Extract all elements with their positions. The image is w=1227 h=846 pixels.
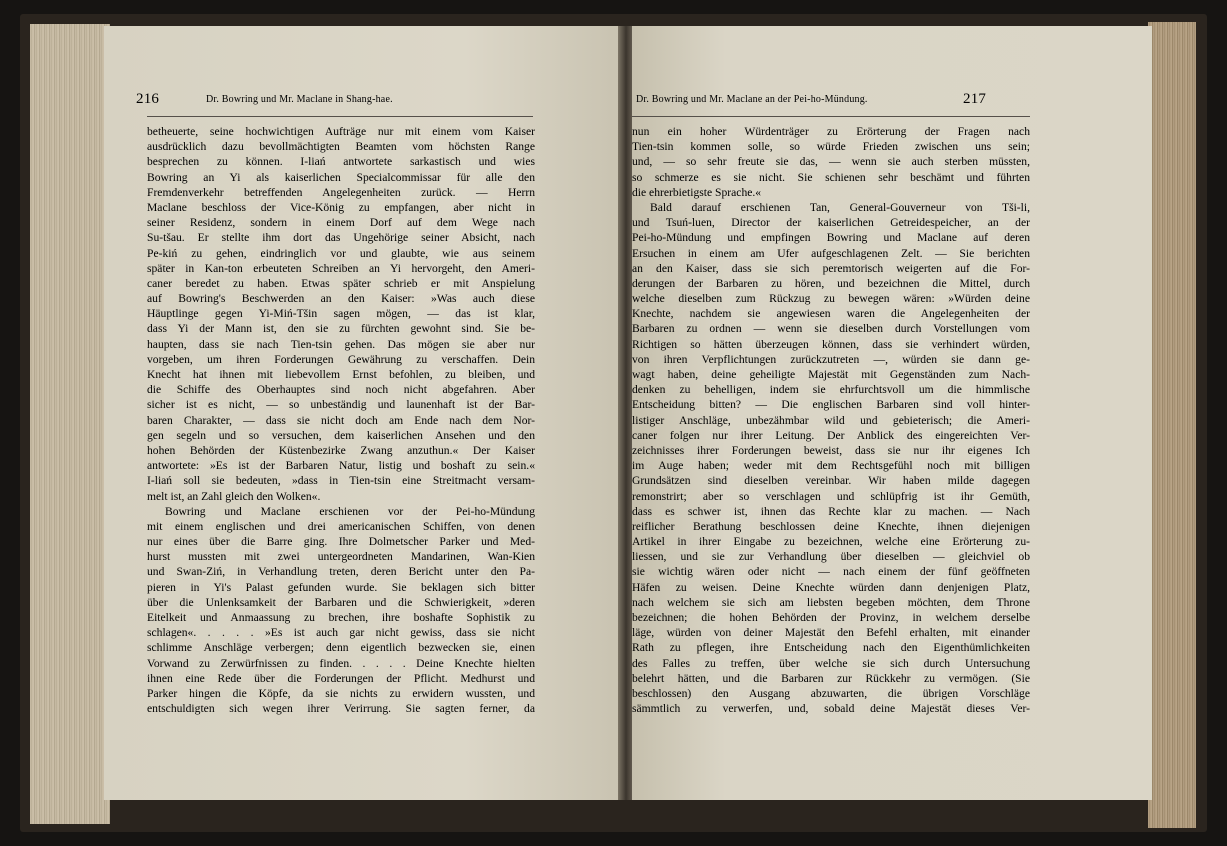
right-text-line: Ersuchen in einem am Ufer aufgeschlagenen Zelt. — Sie berichten [632,246,1030,260]
left-text-line: dass Yi der Mann ist, den sie zu fürchten gewohnt sind. Sie be- [147,322,535,336]
left-text-line: baren Charakter, — dass sie nicht doch am Ende nach dem Nor- [147,413,535,427]
left-text-line: betheuerte, seine hochwichtigen Aufträge nur mit einem vom Kaiser [147,125,535,138]
right-text-line: Tien-tsin kommen solle, so würde Frieden zwischen uns sein; [632,140,1030,154]
left-text-line: Eitelkeit und Anmaassung zu brechen, ihre boshafte Sophistik zu [147,611,535,624]
right-page-number: 217 [963,91,987,107]
right-text-line: wagt haben, deine geheiligte Majestät mit Gegenständen zum Nach- [632,368,1030,381]
right-text-line: beschlossen) den Ausgang abzuwarten, die übrigen Vorschläge [632,686,1030,700]
right-text-line: sämmtlich zu verwerfen, und, sobald deine Majestät dieses Ver- [632,702,1030,716]
left-text-line: vorgeben, um ihren Forderungen Gewährung zu verschaffen. Dein [147,352,535,366]
right-text-line: und, — so sehr freute sie das, — wenn sie auch sterben müssten, [632,155,1030,169]
left-text-line: Bowring an Yi als kaiserlichen Specialcommissar für alle den [147,170,535,184]
left-text-line: nur eines über die Barre ging. Ihre Dolmetscher Parker und Med- [147,535,535,549]
left-text-line: Su-tšau. Er stellte ihm dort das Ungehörige seiner Absicht, nach [147,231,535,245]
left-text-line: antwortete: »Es ist der Barbaren Natur, listig und boshaft zu sein.« [147,459,535,473]
page-edges-left [30,24,110,824]
left-text-line: haupten, dass sie nach Tien-tsin gehen. Das mögen sie aber nur [147,337,535,351]
left-text-line: hohen Behörden der Küstenbezirke Zwang anzuthun.« Der Kaiser [147,443,535,457]
right-body-text [632,124,1030,716]
right-text-line: im Auge haben; weder mit dem Rechtsgefühl noch mit billigen [632,459,1030,473]
right-text-line: nun ein hoher Würdenträger zu Erörterung der Fragen nach [632,125,1030,138]
right-text-line: Barbaren zu ordnen — wenn sie dieselben durch Vorstellungen vom [632,322,1030,336]
left-text-line: Vorwand zu Zerwürfnissen zu finden. . . . . Deine Knechte hielten [147,656,535,670]
right-header-rule [632,116,1030,117]
left-text-line: pieren in Yi's Palast gefunden wurde. Sie beklagen sich bitter [147,580,535,594]
right-text-line: Knechte, nachdem sie angewiesen waren die Angelegenheiten der [632,307,1030,321]
left-text-line: die Schiffe des Oberhauptes sind noch nicht abgefahren. Aber [147,383,535,397]
right-text-line: liessen, und sie zur Verhandlung über dieselben — gleichviel ob [632,550,1030,564]
left-page-number: 216 [136,91,160,107]
left-text-line: mit einem englischen und drei americanischen Schiffen, von denen [147,519,535,533]
right-text-line: Bald darauf erschienen Tan, General-Gouverneur von Tši-li, [650,200,1030,214]
left-text-line: auf Bowring's Beschwerden an den Kaiser: »Was auch diese [147,292,535,306]
right-text-line: Grundsätzen sind dieselben vereinbar. Wir haben milde dagegen [632,474,1030,488]
left-text-line: Maclane beschloss der Vice-König zu empfangen, aber nicht in [147,200,535,214]
left-text-line: sicher ist es nicht, — so unbeständig und launenhaft ist der Bar- [147,398,535,412]
left-text-line: Knecht hat ihnen mit liebevollem Ernst befohlen, zu bleiben, und [147,368,535,381]
right-text-line: listiger Anschläge, unbezähmbar wild und gebieterisch; die Ameri- [632,413,1030,427]
left-text-line: hurst mussten mit zwei untergeordneten Mandarinen, Wan-Kien [147,550,535,564]
left-text-line: und Swan-Ziń, in Verhandlung treten, deren Bericht unter den Pa- [147,565,535,579]
right-text-line: dass es schwer ist, ihnen das Rechte klar zu machen. — Nach [632,504,1030,518]
left-text-line: I-liań soll sie bedeuten, »dass in Tien-tsin eine Streitmacht versam- [147,474,535,488]
right-text-line: reiflicher Berathung beschlossen deine Knechte, ihnen diejenigen [632,519,1030,533]
right-text-line: und Tsuń-luen, Director der kaiserlichen Getreidespeicher, an der [632,216,1030,230]
right-text-line: belehrt hätten, und die Barbaren zur Rückkehr zu vermögen. (Sie [632,671,1030,685]
right-text-line: an den Kaiser, dass sie sich peremtorisch weigerten auf die For- [632,261,1030,275]
right-text-line: von ihren Verpflichtungen zurückzutreten —, würden sie dann ge- [632,352,1030,366]
right-text-line: Rath zu pflegen, ihre Entscheidung nach den Eigenthümlichkeiten [632,641,1030,655]
left-text-line: besprechen zu können. I-liań antwortete sarkastisch und wies [147,155,535,169]
right-text-line: zeichnisses ihrer Forderungen beweist, dass sie nur ihr eigenes Ich [632,443,1030,457]
right-text-line: so schmerze es sie nicht. Sie schienen sehr beschämt und führten [632,170,1030,184]
left-text-line: melt ist, an Zahl gleich den Wolken«. [147,489,321,503]
left-text-line: später in Kan-ton erbeuteten Schreiben an Yi hervorgeht, den Ameri- [147,261,535,275]
left-text-line: Bowring und Maclane erschienen vor der Pei-ho-Mündung [165,504,535,518]
right-text-line: läge, würden von deiner Majestät den Befehl erhalten, mit einander [632,626,1030,640]
right-text-line: sie wichtig wären oder nicht — nach einem der fünf geöffneten [632,565,1030,579]
left-text-line: ihnen eine Rede über die Forderungen der Pflicht. Medhurst und [147,671,535,685]
right-running-title: Dr. Bowring und Mr. Maclane an der Pei-ho-Mündung. [636,94,868,105]
right-text-line: bezeichnen; die hohen Behörden der Provinz, in welchem derselbe [632,611,1030,624]
left-text-line: ausdrücklich dazu bevollmächtigten Beamten vom höchsten Range [147,140,535,154]
left-text-line: Pe-kiń zu gehen, eindringlich vor und glaubte, wie aus seinem [147,246,535,260]
left-text-line: caner beredet zu haben. Etwas später schrieb er mit Anspielung [147,276,535,290]
left-header-rule [147,116,533,117]
left-text-line: seiner Residenz, sondern in einem Dorf auf dem Wege nach [147,216,535,230]
left-text-line: schlagen«. . . . . »Es ist auch gar nicht gewiss, dass sie nicht [147,626,535,640]
right-text-line: derungen der Barbaren zu hören, und bezeichnen die Mittel, durch [632,276,1030,290]
page-edges-right [1148,22,1196,828]
right-text-line: Richtigen so hätten überzeugen können, dass sie verhindert würden, [632,337,1030,351]
left-text-line: Häuptlinge gegen Yi-Miń-Tšin sagen mögen, — das ist klar, [147,307,535,321]
left-text-line: entschuldigten sich wegen ihrer Verirrung. Sie sagten ferner, da [147,702,535,716]
left-running-title: Dr. Bowring und Mr. Maclane in Shang-hae. [206,94,393,105]
right-text-line: remonstrirt; aber so verschlagen und schlüpfrig ist ihr Gemüth, [632,489,1030,503]
right-text-line: welche dieselben zum Rückzug zu bewegen wären: »Würden deine [632,292,1030,306]
left-text-line: über die Unlenksamkeit der Barbaren und die Schwierigkeit, »deren [147,595,535,609]
right-text-line: Artikel in ihrer Eingabe zu bezeichnen, welche eine Erörterung zu- [632,535,1030,549]
left-text-line: Fremdenverkehr betreffenden Angelegenheiten zurück. — Herrn [147,185,535,199]
right-text-line: nach welchem sie sich am liebsten begeben möchten, dem Throne [632,595,1030,609]
left-text-line: gen segeln und so versuchen, dem kaiserlichen Ansehen und den [147,428,535,442]
right-text-line: des Falles zu treffen, über welche sie sich durch Untersuchung [632,656,1030,670]
left-text-line: Parker hingen die Köpfe, da sie nichts zu erwidern wussten, und [147,686,535,700]
right-text-line: Pei-ho-Mündung und empfingen Bowring und Maclane auf deren [632,231,1030,245]
right-text-line: caner folgen nur ihrer Leitung. Der Anblick des eingereichten Ver- [632,428,1030,442]
right-text-line: die ehrerbietigste Sprache.« [632,185,762,199]
right-text-line: Häfen zu weisen. Deine Knechte würden dann denjenigen Platz, [632,580,1030,594]
left-text-line: schlimme Anschläge verbergen; denn eigentlich bezwecken sie, einen [147,641,535,655]
left-body-text [147,124,535,716]
right-text-line: denken zu behelligen, indem sie ehrfurchtsvoll um die himmlische [632,383,1030,397]
right-text-line: Entscheidung bitten? — Die englischen Barbaren sind voll hinter- [632,398,1030,412]
